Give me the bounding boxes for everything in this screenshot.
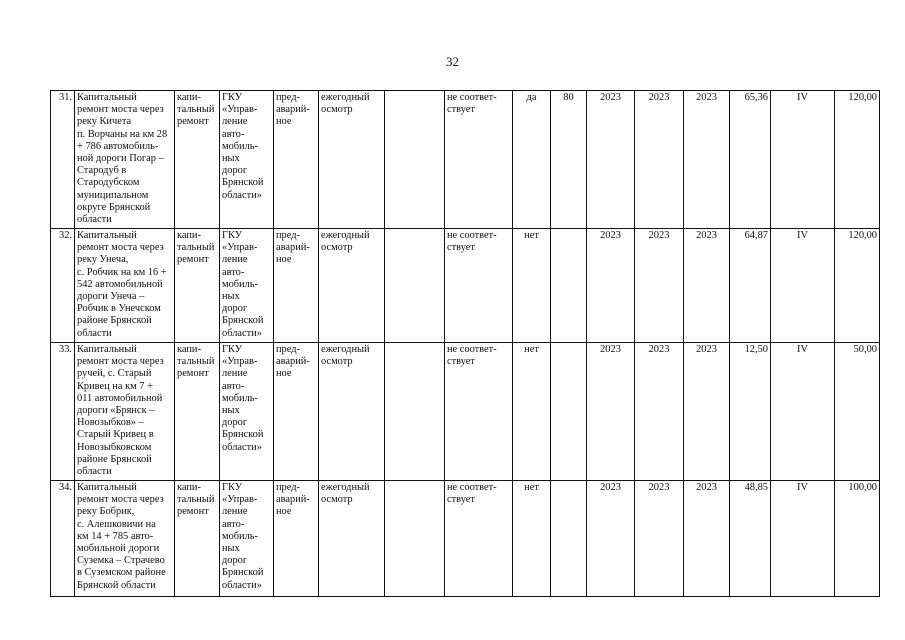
compliance-cell: не соответ- ствует [445, 91, 513, 229]
year-mid-cell: 2023 [635, 343, 684, 481]
cost-cell: 120,00 [835, 229, 880, 343]
length-cell: 65,36 [730, 91, 771, 229]
year-end-cell: 2023 [684, 481, 730, 597]
length-cell: 12,50 [730, 343, 771, 481]
year-end-cell: 2023 [684, 229, 730, 343]
category-cell: IV [771, 91, 835, 229]
table-row [51, 91, 880, 229]
inspection-cell: ежегодный осмотр [319, 343, 385, 481]
compliance-cell: не соответ- ствует [445, 481, 513, 597]
year-end-cell: 2023 [684, 91, 730, 229]
bridge-repair-table [50, 90, 880, 597]
row-number: 32. [51, 229, 75, 343]
flag-cell: нет [513, 343, 551, 481]
object-name-cell: Капитальный ремонт моста через реку Унеча, с. Робчик на км 16 + 542 автомобильной дороги Унеча – Робчик в Унечском районе Брянской области [75, 229, 175, 343]
table-row [51, 229, 880, 343]
year-end-cell: 2023 [684, 343, 730, 481]
cost-cell: 100,00 [835, 481, 880, 597]
owner-cell: ГКУ «Управ- ление авто- мобиль- ных дорог Брянской области» [220, 343, 274, 481]
owner-cell: ГКУ «Управ- ление авто- мобиль- ных дорог Брянской области» [220, 481, 274, 597]
owner-cell: ГКУ «Управ- ление авто- мобиль- ных дорог Брянской области» [220, 91, 274, 229]
length-cell: 48,85 [730, 481, 771, 597]
cost-cell: 120,00 [835, 91, 880, 229]
row-number: 34. [51, 481, 75, 597]
inspection-cell: ежегодный осмотр [319, 229, 385, 343]
value-cell [551, 343, 587, 481]
compliance-cell: не соответ- ствует [445, 343, 513, 481]
length-cell: 64,87 [730, 229, 771, 343]
category-cell: IV [771, 229, 835, 343]
category-cell: IV [771, 481, 835, 597]
condition-cell: пред- аварий- ное [274, 481, 319, 597]
value-cell [551, 229, 587, 343]
empty-cell [385, 343, 445, 481]
empty-cell [385, 481, 445, 597]
year-mid-cell: 2023 [635, 481, 684, 597]
page-number: 32 [446, 54, 459, 69]
category-cell: IV [771, 343, 835, 481]
year-start-cell: 2023 [587, 343, 635, 481]
cost-cell: 50,00 [835, 343, 880, 481]
inspection-cell: ежегодный осмотр [319, 91, 385, 229]
condition-cell: пред- аварий- ное [274, 91, 319, 229]
row-number: 31. [51, 91, 75, 229]
table-row [51, 481, 880, 597]
condition-cell: пред- аварий- ное [274, 229, 319, 343]
work-type-cell: капи- тальный ремонт [175, 343, 220, 481]
empty-cell [385, 229, 445, 343]
empty-cell [385, 91, 445, 229]
owner-cell: ГКУ «Управ- ление авто- мобиль- ных дорог Брянской области» [220, 229, 274, 343]
object-name-cell: Капитальный ремонт моста через реку Кичета п. Ворчаны на км 28 + 786 автомобиль- ной дороги Погар – Стародуб в Стародубском муниципальном округе Брянской области [75, 91, 175, 229]
object-name-cell: Капитальный ремонт моста через ручей, с. Старый Кривец на км 7 + 011 автомобильной дороги «Брянск – Новозыбков» – Старый Кривец в Новозыбковском районе Брянской области [75, 343, 175, 481]
flag-cell: нет [513, 229, 551, 343]
condition-cell: пред- аварий- ное [274, 343, 319, 481]
row-number: 33. [51, 343, 75, 481]
year-mid-cell: 2023 [635, 91, 684, 229]
work-type-cell: капи- тальный ремонт [175, 229, 220, 343]
work-type-cell: капи- тальный ремонт [175, 481, 220, 597]
inspection-cell: ежегодный осмотр [319, 481, 385, 597]
object-name-cell: Капитальный ремонт моста через реку Бобрик, с. Алешковичи на км 14 + 785 авто- мобильной дороги Суземка – Страчево в Суземском районе Брянской области [75, 481, 175, 597]
value-cell [551, 481, 587, 597]
table-row [51, 343, 880, 481]
year-start-cell: 2023 [587, 91, 635, 229]
value-cell: 80 [551, 91, 587, 229]
compliance-cell: не соответ- ствует [445, 229, 513, 343]
year-start-cell: 2023 [587, 481, 635, 597]
flag-cell: нет [513, 481, 551, 597]
flag-cell: да [513, 91, 551, 229]
work-type-cell: капи- тальный ремонт [175, 91, 220, 229]
year-start-cell: 2023 [587, 229, 635, 343]
year-mid-cell: 2023 [635, 229, 684, 343]
